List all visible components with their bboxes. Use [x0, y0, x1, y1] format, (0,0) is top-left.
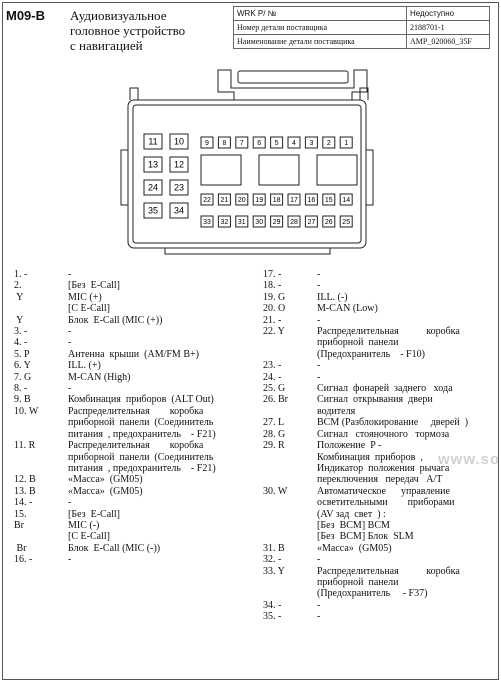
connector-pin — [340, 194, 352, 205]
pin-row — [263, 554, 488, 565]
pin-label: 33 — [203, 219, 211, 227]
pin-description: - — [317, 554, 321, 566]
pin-number: 7. G — [14, 371, 32, 383]
pin-description: - — [317, 280, 321, 292]
pin-description: ILL. (-) — [317, 291, 348, 303]
pin-number: 29. R — [263, 440, 285, 452]
pin-list-right — [263, 269, 488, 623]
connector-pin — [236, 194, 248, 205]
pin-label: 7 — [239, 140, 244, 148]
pin-description: «Масса» (GM05) — [317, 542, 392, 554]
connector-pin — [305, 194, 317, 205]
connector-pin — [218, 137, 230, 148]
pin-number: 23. - — [263, 360, 282, 372]
pin-row — [14, 417, 239, 428]
pin-row — [263, 543, 488, 554]
pin-number — [14, 531, 68, 542]
info-cell: Наименование детали поставщика — [234, 35, 407, 49]
pin-number — [263, 406, 317, 417]
pin-description: - — [317, 360, 321, 372]
connector-pin — [144, 203, 162, 218]
pin-label: 35 — [147, 205, 159, 216]
pin-description: - — [68, 554, 72, 566]
pin-label: 31 — [237, 219, 246, 227]
pin-description: Распределительная коробка — [68, 405, 204, 417]
title-line: с навигацией — [70, 38, 143, 53]
pin-label: 5 — [274, 140, 279, 148]
pin-description: - — [68, 337, 72, 349]
pin-number: 16. - — [14, 554, 33, 566]
info-cell: 2188701-1 — [407, 21, 490, 35]
connector-pin — [305, 216, 317, 227]
pin-label: 19 — [255, 197, 264, 205]
pin-number — [14, 417, 68, 428]
connector-pin — [201, 194, 213, 205]
pin-label: 9 — [205, 140, 209, 148]
connector-pin — [288, 216, 300, 227]
pin-number — [263, 509, 317, 520]
pin-number: 18. - — [263, 280, 282, 292]
pin-number — [14, 452, 68, 463]
pin-row — [263, 349, 488, 360]
pin-number: 9. B — [14, 394, 31, 406]
pin-number — [14, 303, 68, 314]
pin-label: 24 — [147, 182, 159, 193]
pin-row — [14, 406, 239, 417]
connector-pin — [170, 157, 188, 172]
pin-number: 12. B — [14, 474, 36, 486]
pin-number: 1. - — [14, 269, 28, 280]
pin-description: BCM (Разблокирование дверей ) — [317, 417, 469, 429]
pin-description: «Масса» (GM05) — [68, 474, 143, 486]
pin-label: 29 — [272, 219, 281, 227]
pin-description: Сигнал открывания двери — [317, 394, 433, 406]
pin-label: 14 — [342, 197, 351, 205]
pin-description: - — [68, 497, 72, 509]
pin-row — [14, 303, 239, 314]
pin-description: Комбинация приборов , — [317, 451, 423, 463]
pin-label: 27 — [307, 219, 316, 227]
pin-row — [263, 337, 488, 348]
pin-label: 13 — [147, 159, 159, 170]
pin-number — [263, 588, 317, 599]
pin-row — [14, 509, 239, 520]
pin-label: 20 — [237, 197, 246, 205]
pin-label: 4 — [292, 140, 296, 148]
pin-label: 23 — [173, 182, 185, 193]
pin-description: питания , предохранитель - F21) — [68, 428, 216, 440]
pin-label: 32 — [220, 219, 229, 227]
pin-description: Автоматическое управление — [317, 485, 450, 497]
pin-description: приборной панели (Соединитель — [68, 451, 214, 463]
pin-row — [263, 326, 488, 337]
pin-row — [14, 543, 239, 554]
pin-number: 15. — [14, 508, 27, 520]
pin-description: Блок E-Call (MIC (-)) — [68, 542, 161, 554]
pin-row — [14, 474, 239, 485]
pin-description: ILL. (+) — [68, 360, 101, 372]
pin-description: Комбинация приборов (ALT Out) — [68, 394, 214, 406]
pin-list-left — [14, 269, 239, 566]
pin-number: 24. - — [263, 371, 282, 383]
info-cell: Недоступно — [407, 7, 490, 21]
pin-number — [263, 474, 317, 485]
pin-number: 34. - — [263, 599, 282, 611]
pin-number: 21. - — [263, 314, 282, 326]
pin-number — [263, 349, 317, 360]
pin-label: 6 — [257, 140, 262, 148]
pin-description: Положение P - — [317, 440, 382, 452]
pin-label: 21 — [220, 197, 229, 205]
pin-row — [14, 292, 239, 303]
pin-row — [263, 486, 488, 497]
pin-row — [263, 588, 488, 599]
pin-description: водителя — [317, 405, 356, 417]
pin-label: 17 — [290, 197, 298, 205]
pin-description: [Без E-Call] — [68, 508, 121, 520]
connector-pin — [144, 157, 162, 172]
pin-number: Br — [14, 519, 24, 531]
pin-row — [263, 315, 488, 326]
pin-row — [263, 417, 488, 428]
pin-row — [263, 360, 488, 371]
pin-description: MIC (+) — [68, 291, 102, 303]
pin-row — [14, 360, 239, 371]
info-cell: WRK P/ № — [234, 7, 407, 21]
connector-pin — [288, 137, 300, 148]
pin-description: Распределительная коробка — [68, 440, 204, 452]
pin-description: Антенна крыши (AM/FM B+) — [68, 348, 199, 360]
pin-number: Y — [14, 314, 24, 326]
pin-description: - — [68, 326, 72, 338]
pin-number: 10. W — [14, 405, 39, 417]
connector-pin — [201, 216, 213, 227]
pin-label: 30 — [255, 219, 264, 227]
pin-description: (Предохранитель - F37) — [317, 588, 428, 600]
pin-number: 13. B — [14, 485, 36, 497]
pin-description: Распределительная коробка — [317, 326, 460, 338]
pin-number: 11. R — [14, 440, 36, 452]
pin-label: 10 — [173, 136, 185, 147]
pin-number — [263, 497, 317, 508]
pin-description: M-CAN (Low) — [317, 303, 378, 315]
pin-description: переключения передач A/T — [317, 474, 443, 486]
pin-description: (Предохранитель - F10) — [317, 348, 425, 360]
pin-description: приборной панели — [317, 576, 399, 588]
pin-row — [14, 326, 239, 337]
connector-pin — [236, 137, 248, 148]
pin-row — [263, 269, 488, 280]
connector-pin — [340, 216, 352, 227]
pin-row — [263, 383, 488, 394]
pin-number — [14, 463, 68, 474]
pin-number: 2. — [14, 280, 22, 292]
pin-description: [Без BCM] Блок SLM — [317, 531, 414, 543]
pin-row — [14, 269, 239, 280]
connector-pin — [201, 137, 213, 148]
connector-diagram — [0, 0, 501, 260]
pin-number — [14, 429, 68, 440]
pin-row — [263, 280, 488, 291]
pin-description: (AV зад свет ) : — [317, 508, 386, 520]
pin-description: [Без E-Call] — [68, 280, 121, 292]
pin-label: 8 — [222, 140, 227, 148]
pin-description: [Без BCM] BCM — [317, 519, 390, 531]
pin-row — [263, 600, 488, 611]
pin-row — [263, 303, 488, 314]
info-cell: AMP_020060_35F — [407, 35, 490, 49]
connector-pin — [323, 137, 335, 148]
connector-code: M09-B — [6, 8, 46, 23]
pin-number: 28. G — [263, 428, 286, 440]
pin-row — [263, 497, 488, 508]
pin-description: Сигнал фонарей заднего хода — [317, 383, 453, 395]
connector-pin — [288, 194, 300, 205]
title-line: головное устройство — [70, 23, 186, 38]
connector-pin — [236, 216, 248, 227]
pin-number — [263, 463, 317, 474]
pin-number: 26. Br — [263, 394, 288, 406]
pin-number — [263, 337, 317, 348]
pin-number: 25. G — [263, 383, 286, 395]
pin-description: «Масса» (GM05) — [68, 485, 143, 497]
pin-row — [14, 429, 239, 440]
pin-description: осветительными приборами — [317, 497, 455, 509]
pin-number: Br — [14, 542, 27, 554]
info-cell: Номер детали поставщика — [234, 21, 407, 35]
pin-description: M-CAN (High) — [68, 371, 131, 383]
pin-description: Блок E-Call (MIC (+)) — [68, 314, 163, 326]
pin-label: 2 — [326, 140, 331, 148]
connector-pin — [144, 134, 162, 149]
pin-row — [14, 520, 239, 531]
pin-description: Индикатор положения рычага — [317, 462, 450, 474]
pin-description: - — [68, 383, 72, 395]
pin-description: приборной панели (Соединитель — [68, 417, 214, 429]
pin-row — [14, 486, 239, 497]
pin-number: 4. - — [14, 337, 28, 349]
pin-row — [14, 349, 239, 360]
pin-row — [263, 577, 488, 588]
title-line: Аудиовизуальное — [70, 8, 167, 23]
pin-row — [14, 280, 239, 291]
pin-row — [14, 394, 239, 405]
pin-row — [263, 520, 488, 531]
connector-pin — [170, 134, 188, 149]
pin-row — [263, 509, 488, 520]
connector-pin — [170, 180, 188, 195]
connector-pin — [144, 180, 162, 195]
connector-pin — [271, 137, 283, 148]
pin-description: - — [317, 314, 321, 326]
pin-description: приборной панели — [317, 337, 399, 349]
pin-row — [263, 474, 488, 485]
pin-number: 35. - — [263, 611, 282, 623]
pin-row — [263, 394, 488, 405]
pin-description: - — [317, 611, 321, 623]
pin-description: - — [317, 269, 321, 280]
pin-number: 27. L — [263, 417, 285, 429]
pin-number: 32. - — [263, 554, 282, 566]
pin-description: - — [68, 269, 72, 280]
pin-label: 25 — [342, 219, 351, 227]
pin-description: Распределительная коробка — [317, 565, 460, 577]
connector-pin — [323, 216, 335, 227]
pin-number — [263, 531, 317, 542]
pin-label: 16 — [307, 197, 316, 205]
connector-pin — [253, 194, 265, 205]
connector-pin — [218, 216, 230, 227]
connector-pin — [323, 194, 335, 205]
pin-row — [263, 406, 488, 417]
pin-number: 5. P — [14, 348, 30, 360]
pin-row — [263, 292, 488, 303]
pin-description: Сигнал стояночного тормоза — [317, 428, 450, 440]
pin-label: 15 — [324, 197, 333, 205]
pin-row — [14, 337, 239, 348]
pin-number: 33. Y — [263, 565, 285, 577]
pin-number: 30. W — [263, 485, 288, 497]
pin-number: 8. - — [14, 383, 28, 395]
pin-label: 3 — [309, 140, 314, 148]
pin-number: 6. Y — [14, 360, 31, 372]
connector-pin — [170, 203, 188, 218]
pin-row — [263, 531, 488, 542]
pin-description: - — [317, 371, 321, 383]
pin-description: [C E-Call] — [68, 303, 110, 315]
pin-label: 18 — [272, 197, 281, 205]
pin-row — [263, 429, 488, 440]
pin-row — [14, 497, 239, 508]
connector-pin — [271, 216, 283, 227]
connector-pin — [271, 194, 283, 205]
connector-pin — [253, 216, 265, 227]
pin-number: 22. Y — [263, 326, 285, 338]
pin-row — [263, 611, 488, 622]
pin-row — [14, 554, 239, 565]
pin-label: 11 — [148, 136, 158, 147]
pin-number — [263, 577, 317, 588]
pin-row — [14, 452, 239, 463]
pin-description: MIC (-) — [68, 519, 100, 531]
pin-number: 17. - — [263, 269, 282, 280]
pin-row — [14, 383, 239, 394]
pin-row — [14, 531, 239, 542]
watermark-text: www.so — [438, 451, 501, 468]
pin-number — [263, 452, 317, 463]
pin-label: 26 — [324, 219, 333, 227]
pin-label: 22 — [203, 197, 211, 205]
pin-description: питания , предохранитель - F21) — [68, 462, 216, 474]
connector-pin — [340, 137, 352, 148]
pin-label: 12 — [173, 159, 185, 170]
pin-row — [14, 315, 239, 326]
pin-row — [263, 372, 488, 383]
connector-pin — [253, 137, 265, 148]
pin-number: 3. - — [14, 326, 28, 338]
pin-number: Y — [14, 291, 24, 303]
pin-label: 34 — [173, 205, 185, 216]
pin-row — [263, 440, 488, 451]
pin-row — [14, 463, 239, 474]
pin-number: 19. G — [263, 291, 286, 303]
pin-number: 14. - — [14, 497, 33, 509]
connector-pin — [305, 137, 317, 148]
pin-number: 20. O — [263, 303, 286, 315]
pin-number — [263, 520, 317, 531]
pin-row — [14, 372, 239, 383]
pin-description: - — [317, 599, 321, 611]
pin-row — [14, 440, 239, 451]
pin-label: 1 — [344, 140, 349, 148]
connector-pin — [218, 194, 230, 205]
pin-label: 28 — [290, 219, 298, 227]
pin-description: [C E-Call] — [68, 531, 110, 543]
pin-row — [263, 566, 488, 577]
pin-number: 31. B — [263, 542, 285, 554]
